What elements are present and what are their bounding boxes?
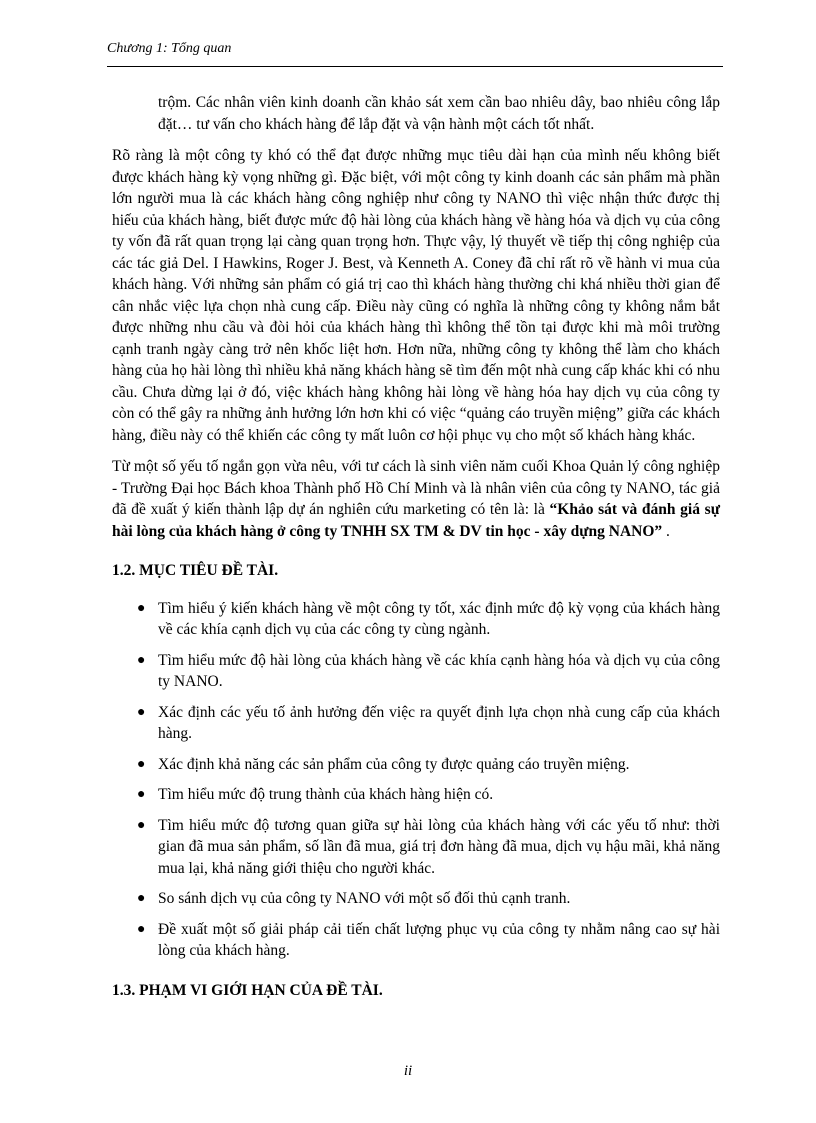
bullet-icon: ● [137, 817, 146, 833]
list-item [112, 754, 720, 776]
section-heading-objectives: 1.2. MỤC TIÊU ĐỀ TÀI. [112, 562, 279, 579]
paragraph-project-proposal [112, 456, 720, 542]
list-item-text: Tìm hiểu mức độ trung thành của khách hàng hiện có. [158, 786, 494, 803]
list-item [112, 815, 720, 880]
list-item-text: Tìm hiểu mức độ tương quan giữa sự hài lòng của khách hàng với các yếu tố như: thời gian đã mua sản phẩm, số lần đã mua, giá trị đơn hàng đã mua, dịch vụ hậu mãi, khả năng mua lại, khả năng giới thiệu cho người khác. [158, 816, 720, 877]
list-item-text: Tìm hiểu ý kiến khách hàng về một công ty tốt, xác định mức độ kỳ vọng của khách hàng về các khía cạnh dịch vụ của các công ty cùng ngành. [158, 599, 720, 638]
bullet-icon: ● [137, 787, 146, 802]
objectives-list [112, 598, 720, 962]
list-item-text: Xác định các yếu tố ảnh hưởng đến việc ra quyết định lựa chọn nhà cung cấp của khách hàng. [158, 703, 720, 742]
list-item-text: Tìm hiểu mức độ hài lòng của khách hàng về các khía cạnh hàng hóa và dịch vụ của công ty NANO. [158, 651, 720, 690]
list-item [112, 598, 720, 641]
intro-continuation: trộm. Các nhân viên kinh doanh cần khảo sát xem cần bao nhiêu dây, bao nhiêu công lắp đặt… tư vấn cho khách hàng để lắp đặt và vận hành một cách tốt nhất. [158, 94, 720, 133]
list-item [112, 650, 720, 693]
list-item-text: Xác định khả năng các sản phẩm của công ty được quảng cáo truyền miệng. [158, 755, 630, 773]
project-title: “Khảo sát và đánh giá sự hài lòng của khách hàng ở công ty TNHH SX TM & DV tin học - xây dựng NANO” [112, 501, 720, 540]
header-divider [107, 66, 723, 67]
bullet-icon: ● [137, 756, 146, 772]
paragraph-customer-expectations: Rõ ràng là một công ty khó có thể đạt được những mục tiêu dài hạn của mình nếu không biết được khách hàng kỳ vọng những gì. Đặc biệt, với một công ty kinh doanh các sản phẩm mà phần lớn người mua là các khách hàng công nghiệp như công ty NANO thì việc nhận thức được thị hiếu của khách hàng, biết được mức độ hài lòng của khách hàng về hàng hóa và dịch vụ của công ty vốn đã rất quan trọng lại càng quan trọng hơn. Thực vậy, lý thuyết về tiếp thị công nghiệp của các tác giả Del. I Hawkins, Roger J. Best, và Kenneth A. Coney đã chỉ rất rõ về hành vi mua của khách hàng. Với những sản phẩm có giá trị cao thì khách hàng thường chi khá nhiều thời gian để cân nhắc việc lựa chọn nhà cung cấp. Điều này cũng có nghĩa là những công ty không nắm bắt được những nhu cầu và đòi hỏi của khách hàng thì không thể tồn tại được khi mà môi trường cạnh tranh ngày càng trở nên khốc liệt hơn. Hơn nữa, những công ty không thể làm cho khách hàng của họ hài lòng thì nhiều khả năng khách hàng sẽ tìm đến một nhà cung cấp khác khi có nhu cầu. Chưa dừng lại ở đó, việc khách hàng không hài lòng về hàng hóa hay dịch vụ của công ty còn có thể gây ra những ảnh hưởng lớn hơn khi có việc “quảng cáo truyền miệng” giữa các khách hàng, điều này có thể khiến các công ty mất luôn cơ hội phục vụ cho một số khách hàng khác. [112, 147, 720, 444]
list-item [112, 888, 720, 910]
list-item [112, 702, 720, 745]
list-item [112, 784, 720, 806]
bullet-icon: ● [137, 891, 146, 906]
list-item-text: So sánh dịch vụ của công ty NANO với một số đối thủ cạnh tranh. [158, 890, 571, 907]
bullet-icon: ● [137, 600, 146, 616]
chapter-header: Chương 1: Tổng quan [107, 41, 232, 56]
section-heading-scope: 1.3. PHẠM VI GIỚI HẠN CỦA ĐỀ TÀI. [112, 981, 383, 999]
list-item [112, 919, 720, 962]
page-body [112, 92, 720, 1017]
bullet-icon: ● [137, 652, 146, 668]
paragraph-project-text: Từ một số yếu tố ngắn gọn vừa nêu, với tư cách là sinh viên năm cuối Khoa Quản lý công nghiệp - Trường Đại học Bách khoa Thành phố Hồ Chí Minh và là nhân viên của công ty NANO, tác giả đã đề xuất ý kiến thành lập dự án nghiên cứu marketing có tên là: là [112, 458, 720, 518]
page-number: ii [403, 1063, 413, 1079]
list-item-text: Đề xuất một số giải pháp cải tiến chất lượng phục vụ của công ty nhằm nâng cao sự hài lòng của khách hàng. [158, 920, 720, 959]
bullet-icon: ● [137, 704, 146, 720]
paragraph-project-end: . [662, 522, 670, 540]
bullet-icon: ● [137, 921, 146, 937]
